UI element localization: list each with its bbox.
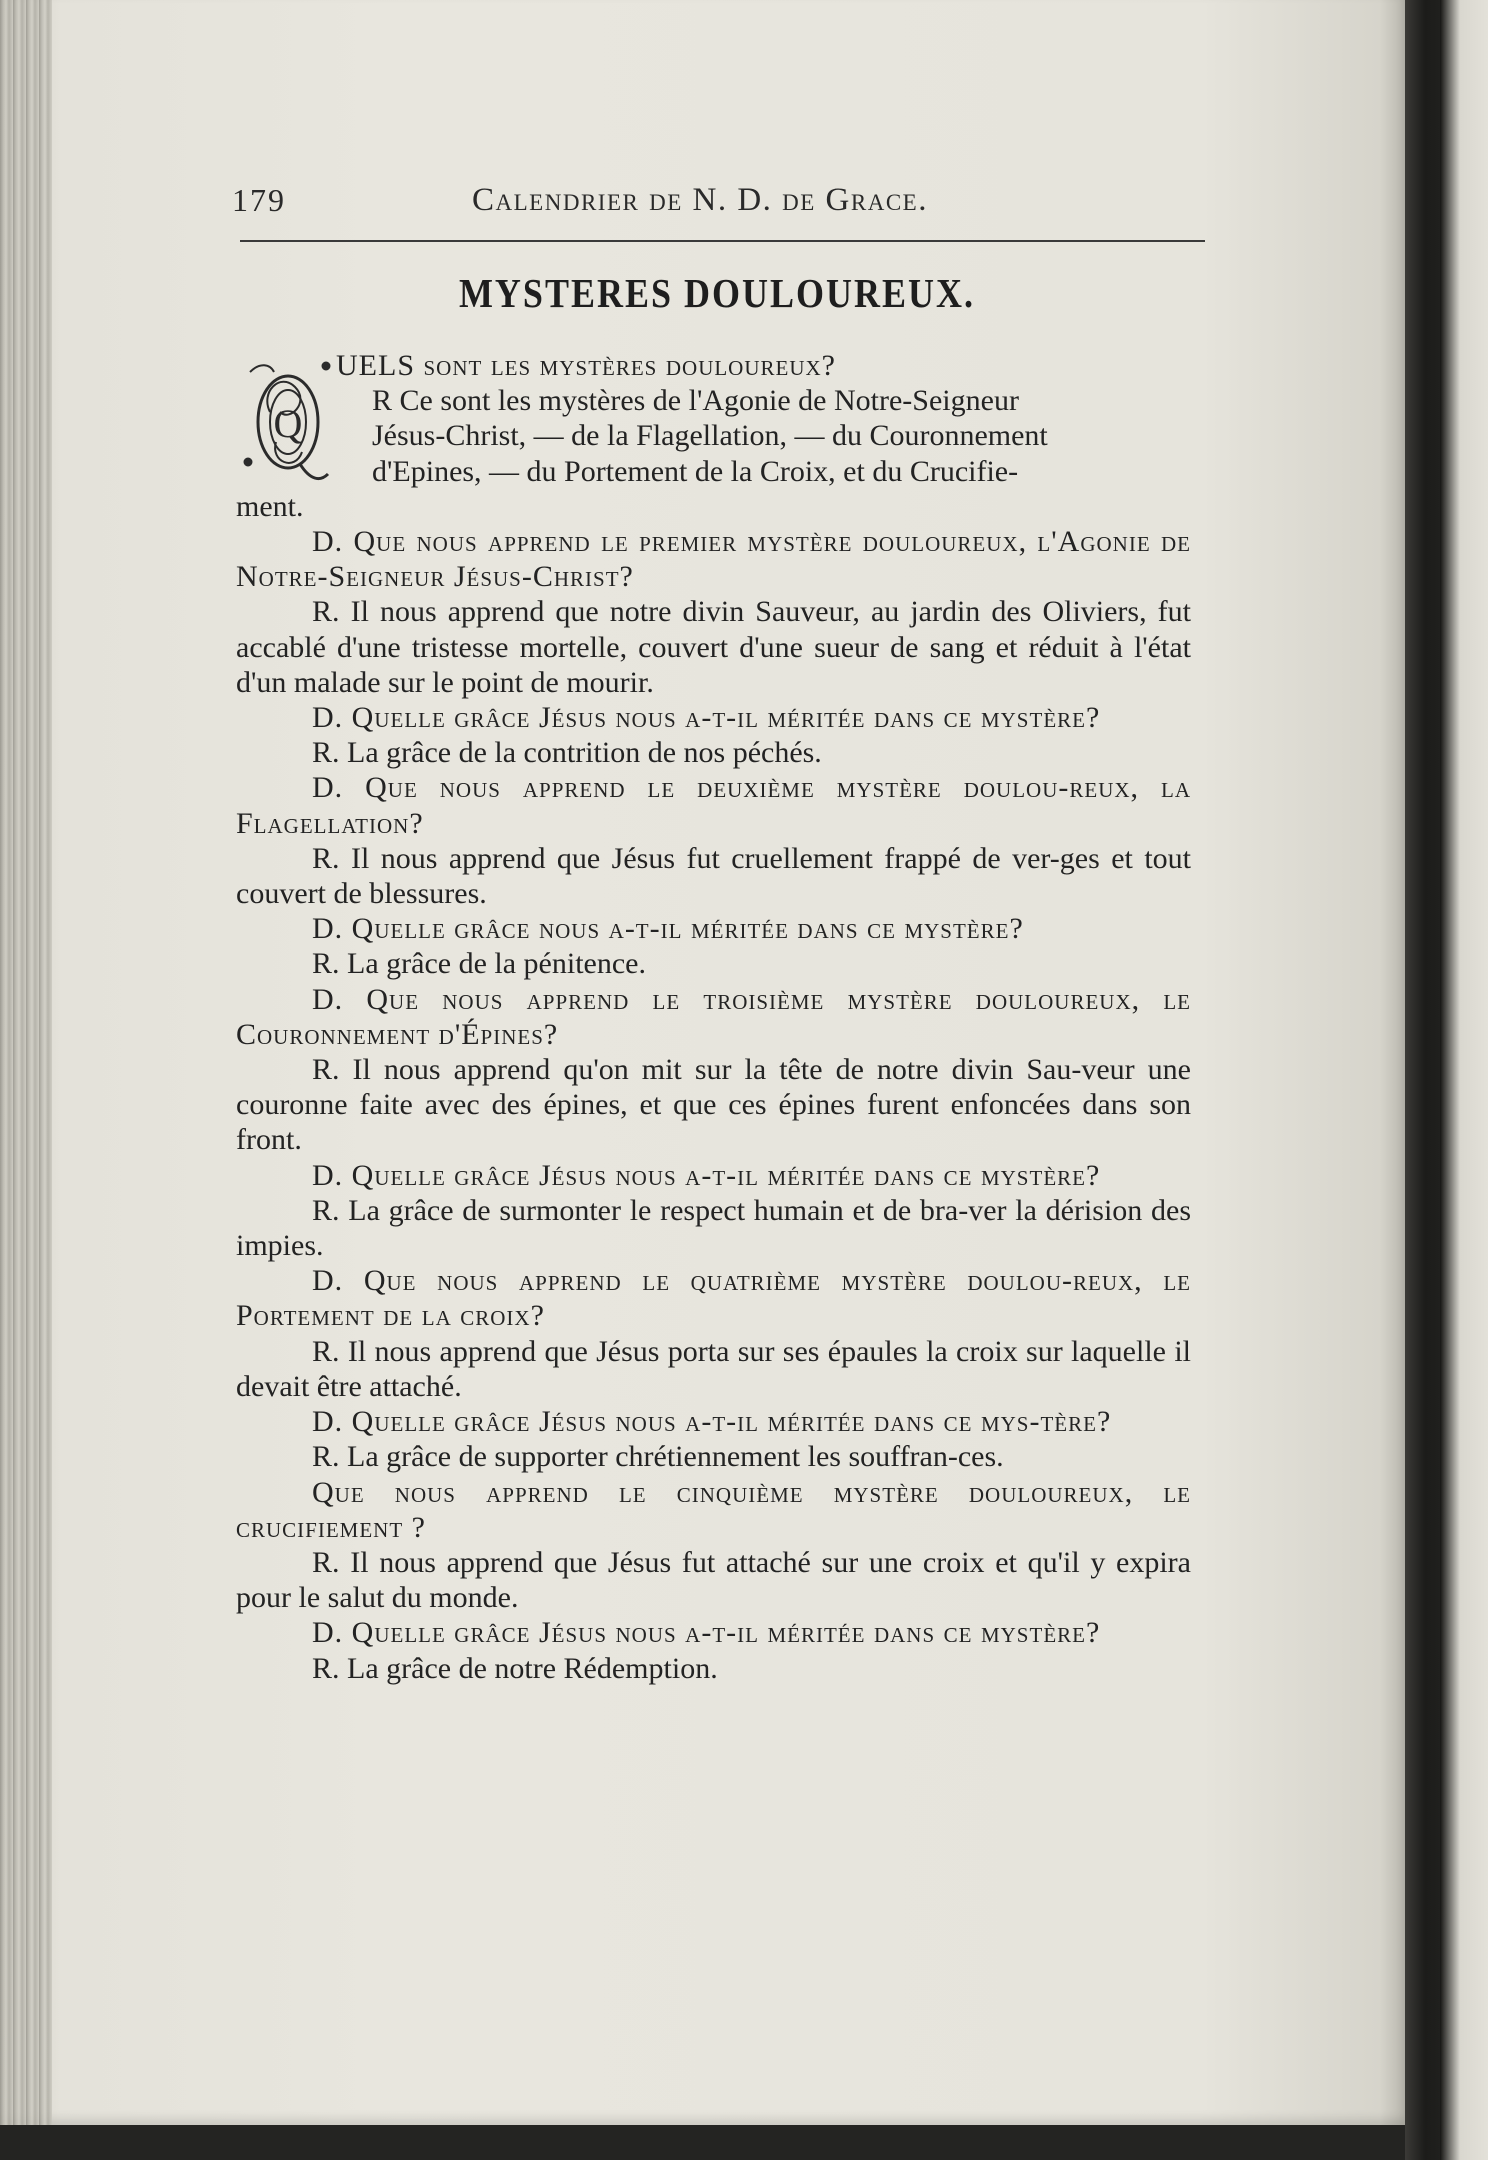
qa-answer-3: R. Il nous apprend que Jésus fut cruellement frappé de ver-ges et tout couvert de blessures. [236,841,1191,911]
page-number: 179 [232,182,286,218]
qa-answer-2: R. La grâce de la contrition de nos péchés. [312,736,822,770]
running-header [232,178,1202,234]
intro-answer-line-1: R Ce sont les mystères de l'Agonie de Notre-Seigneur [372,384,1019,418]
qa-question-3: D. Que nous apprend le deuxième mystère doulou-reux, la Flagellation? [236,771,1191,840]
running-title: Calendrier de N. D. de Grace. [472,182,928,218]
qa-question-1: D. Que nous apprend le premier mystère douloureux, l'Agonie de Notre-Seigneur Jésus-Christ? [236,525,1191,594]
section-title: MYSTERES DOULOUREUX. [458,270,976,316]
qa-answer-5: R. Il nous apprend qu'on mit sur la tête de notre divin Sau-veur une couronne faite avec des épines, et que ces épines furent enfoncées dans son front. [236,1053,1191,1157]
adjacent-page-edge [1440,0,1488,2160]
qa-question-6: D. Quelle grâce Jésus nous a-t-il méritée dans ce mystère? [312,1158,1101,1192]
qa-question-9: Que nous apprend le cinquième mystère douloureux, le crucifiement ? [236,1475,1191,1544]
qa-answer-10: R. La grâce de notre Rédemption. [312,1651,718,1685]
intro-answer-line-3: d'Epines, — du Portement de la Croix, et du Crucifie- [372,454,1019,488]
intro-question: UELS sont les mystères douloureux? [336,349,836,382]
qa-question-8: D. Quelle grâce Jésus nous a-t-il méritée dans ce mys-tère? [312,1405,1112,1439]
page-gutter-edge [0,0,52,2125]
svg-text:Q: Q [273,401,303,446]
qa-answer-8: R. La grâce de supporter chrétiennement les souffran-ces. [312,1440,1004,1474]
qa-question-7: D. Que nous apprend le quatrième mystère doulou-reux, le Portement de la croix? [236,1264,1191,1333]
intro-answer-tail: ment. [236,489,304,523]
qa-answer-7: R. Il nous apprend que Jésus porta sur ses épaules la croix sur laquelle il devait être attaché. [236,1334,1191,1403]
qa-question-2: D. Quelle grâce Jésus nous a-t-il méritée dans ce mystère? [312,701,1101,735]
header-rule [240,240,1205,242]
qa-question-10: D. Quelle grâce Jésus nous a-t-il méritée dans ce mystère? [312,1616,1101,1650]
scan-bottom-border [0,2125,1405,2160]
intro-answer-line-2: Jésus-Christ, — de la Flagellation, — du Couronnement [372,419,1048,453]
qa-answer-4: R. La grâce de la pénitence. [312,947,646,981]
qa-question-4: D. Quelle grâce nous a-t-il méritée dans ce mystère? [312,912,1024,946]
qa-answer-9: R. Il nous apprend que Jésus fut attaché sur une croix et qu'il y expira pour le salut du monde. [236,1545,1191,1615]
catechism-text [236,348,1191,1686]
qa-answer-6: R. La grâce de surmonter le respect humain et de bra-ver la dérision des impies. [236,1193,1191,1263]
qa-answer-1: R. Il nous apprend que notre divin Sauveur, au jardin des Oliviers, fut accablé d'une tristesse mortelle, couvert d'une sueur de sang et réduit à l'état d'un malade sur le point de mourir. [236,595,1191,699]
qa-question-5: D. Que nous apprend le troisième mystère douloureux, le Couronnement d'Épines? [236,982,1191,1051]
